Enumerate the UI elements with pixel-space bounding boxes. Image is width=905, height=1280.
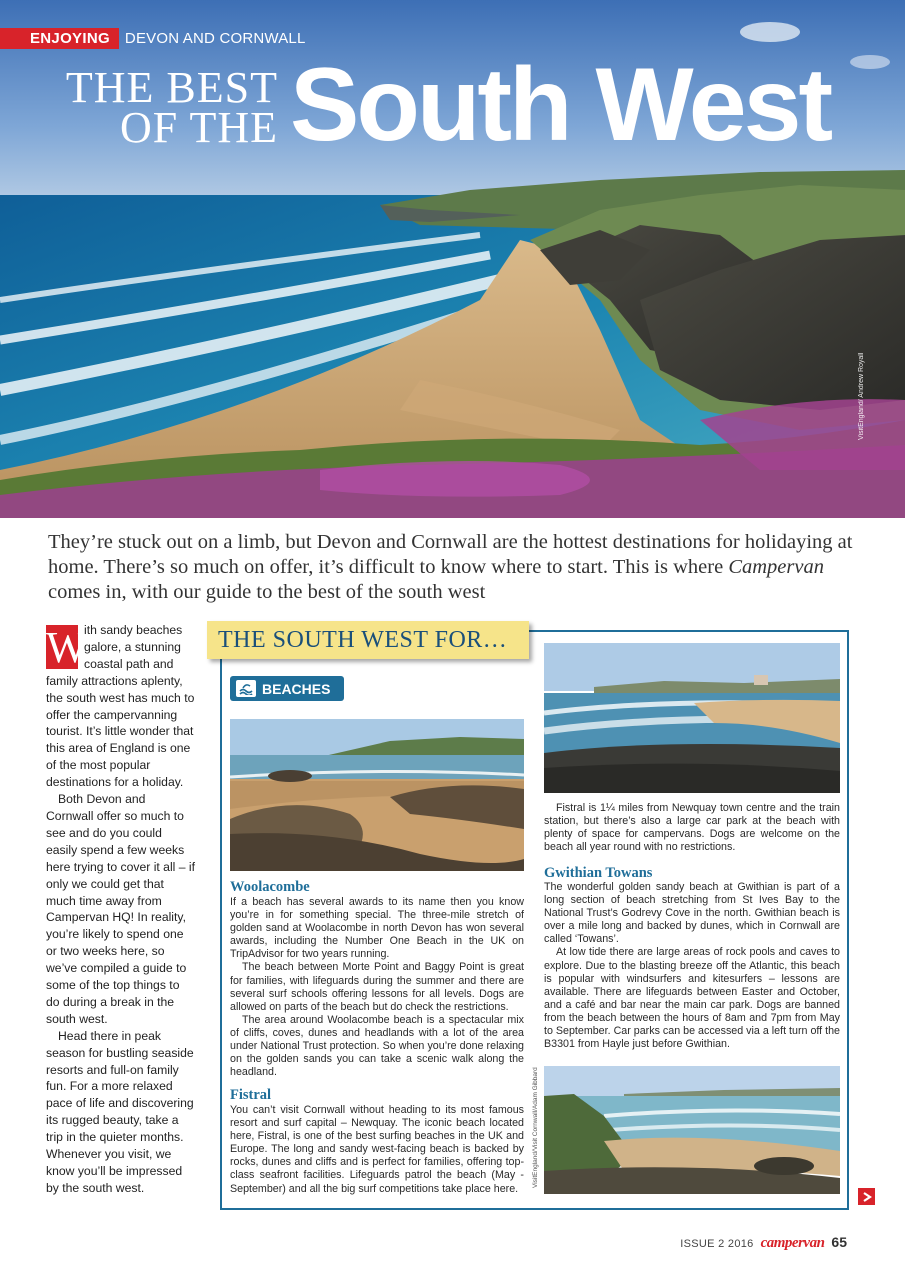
standfirst-text-end: comes in, with our guide to the best of the south west	[48, 581, 486, 603]
fistral-paragraph-2: Fistral is 1¼ miles from Newquay town centre and the train station, but there’s also a large car park at the beach with plenty of space for campervans. Dogs are welcome on the beach all year round with no restrictions.	[544, 802, 840, 854]
magazine-logo: campervan	[760, 1235, 825, 1251]
fistral-heading: Fistral	[230, 1087, 272, 1103]
continue-arrow-icon	[858, 1188, 875, 1205]
hero-photo	[0, 0, 905, 518]
woolacombe-photo	[230, 719, 524, 871]
gwithian-paragraph-2: At low tide there are large areas of rock pools and caves to explore. Due to the blasting breeze off the Atlantic, this beach is popular with windsurfers and kitesurfers – lessons are available. There are lifeguards between Easter and October, and a café and bar near the main car park. Dogs are banned from the beach between the hours of 8am and 7pm from May to September. Car parks can be accessed via a left turn off the B3301 from Hayle just before Gwithian.	[544, 946, 840, 1051]
title-line-2: OF THE	[120, 103, 278, 152]
intro-column	[46, 622, 196, 1197]
section-kicker	[0, 27, 306, 49]
fistral-photo	[544, 643, 840, 793]
title-line-1: THE BEST	[65, 63, 278, 112]
woolacombe-heading: Woolacombe	[230, 879, 310, 895]
wave-icon	[236, 680, 256, 697]
fistral-body-continued	[544, 802, 840, 854]
woolacombe-paragraph-1: If a beach has several awards to its name then you know you’re in for something special. The three-mile stretch of golden sand at Woolacombe in north Devon has won several awards, including the Number One Beach in the UK on TripAdvisor for two years running.	[230, 896, 524, 961]
fistral-body	[230, 1104, 524, 1196]
issue-label: ISSUE 2 2016	[680, 1238, 754, 1250]
feature-photo-credit: VisitEngland/Visit Cornwall/Adam Gibbard	[532, 1067, 539, 1188]
standfirst-magazine-name: Campervan	[728, 556, 824, 578]
page-title: South West	[290, 47, 831, 163]
gwithian-photo	[544, 1066, 840, 1194]
fistral-paragraph-1: You can’t visit Cornwall without heading to its most famous resort and surf capital – Newquay. The iconic beach located here, Fistral, is one of the best surfing beaches in the UK and Europe. The long and sandy west-facing beach is backed by rocks, dunes and cliffs and is perfect for families, offering top-class seafront facilities. Lifeguards patrol the beach (May - September) and all the big surf competitions take place here.	[230, 1104, 524, 1195]
photo-credit: VisitEngland/ Andrew Royall	[858, 352, 865, 440]
beaches-badge-label: BEACHES	[262, 680, 331, 697]
gwithian-body	[544, 881, 840, 1051]
woolacombe-body	[230, 896, 524, 1079]
beaches-badge	[230, 676, 344, 701]
woolacombe-paragraph-2: The beach between Morte Point and Baggy Point is great for families, with lifeguards during the summer and there are several surf schools offering lessons for all levels. Dogs are allowed on parts of the beach but do check the restrictions.	[230, 961, 524, 1013]
drop-cap: W	[46, 623, 88, 672]
gwithian-paragraph-1: The wonderful golden sandy beach at Gwithian is part of a long section of beach stretching from St Ives Bay to the National Trust’s Godrevy Cove in the north. Gwithian beach is over a mile long and backed by dunes, which in Cornwall are called ‘Towans’.	[544, 881, 840, 946]
kicker-tag: ENJOYING	[0, 28, 119, 49]
standfirst	[48, 530, 868, 605]
gwithian-heading: Gwithian Towans	[544, 865, 653, 881]
feature-header: THE SOUTH WEST FOR…	[207, 621, 529, 659]
page-number: 65	[831, 1234, 847, 1250]
intro-paragraph-1: ith sandy beaches galore, a stunning coastal path and family attractions aplenty, the south west has much to offer the campervanning tourist. It’s little wonder that this area of England is one of the most popular destinations for a holiday.	[46, 623, 195, 790]
intro-paragraph-2: Both Devon and Cornwall offer so much to see and do you could easily spend a few weeks here trying to cover it all – if only we could get that much time away from Campervan HQ! In reality, you’re likely to spend one or two weeks here, so we’ve compiled a guide to some of the top things to do during a break in the south west.	[46, 792, 196, 1026]
title-prefix	[44, 63, 278, 152]
page-footer	[680, 1234, 847, 1252]
woolacombe-paragraph-3: The area around Woolacombe beach is a spectacular mix of cliffs, coves, dunes and headlands with a lot of the area under National Trust protection. So when you’re done relaxing on the golden sands you can take a scenic walk along the headland.	[230, 1013, 524, 1079]
standfirst-text: They’re stuck out on a limb, but Devon and Cornwall are the hottest destinations for holidaying at home. There’s so much on offer, it’s difficult to know where to start. This is where	[48, 531, 853, 578]
kicker-text: DEVON AND CORNWALL	[124, 29, 306, 47]
intro-paragraph-3: Head there in peak season for bustling seaside resorts and full-on family fun. For a more relaxed pace of life and discovering its rugged beauty, take a trip in the quieter months. Whenever you visit, we know you’ll be impressed by the south west.	[46, 1028, 194, 1195]
